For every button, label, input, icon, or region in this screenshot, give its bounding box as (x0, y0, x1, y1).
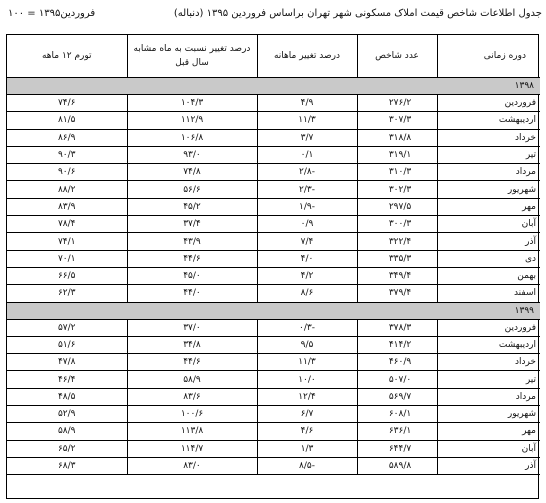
year-row-empty-cell (7, 302, 127, 319)
cell-index: ۳۲۲/۴ (357, 233, 437, 250)
cell-period: آذر (437, 457, 540, 474)
cell-yoy-change: ۴۵/۰ (127, 267, 257, 284)
table-row (7, 440, 540, 457)
cell-index: ۶۰۸/۱ (357, 406, 437, 423)
table-row (7, 95, 540, 112)
cell-period: بهمن (437, 267, 540, 284)
header-period: دوره زمانی (437, 35, 540, 78)
cell-period: اردیبهشت (437, 112, 540, 129)
cell-period: مرداد (437, 164, 540, 181)
year-label: ۱۳۹۹ (437, 302, 540, 319)
cell-twelve-month-inflation: ۸۸/۲ (7, 181, 127, 198)
cell-period: تیر (437, 371, 540, 388)
cell-period: آبان (437, 216, 540, 233)
cell-index: ۳۱۰/۳ (357, 164, 437, 181)
year-row-empty-cell (257, 78, 357, 95)
table-row (7, 319, 540, 336)
cell-index: ۶۳۶/۱ (357, 423, 437, 440)
year-row-empty-cell (357, 78, 437, 95)
base-period-note: فروردین۱۳۹۵ = ۱۰۰ (8, 8, 96, 19)
cell-twelve-month-inflation: ۹۰/۳ (7, 146, 127, 163)
cell-twelve-month-inflation: ۶۶/۵ (7, 267, 127, 284)
cell-yoy-change: ۴۵/۲ (127, 198, 257, 215)
cell-monthly-change: ۴/۶ (257, 423, 357, 440)
cell-monthly-change: ۸/۶ (257, 285, 357, 302)
cell-period: اردیبهشت (437, 336, 540, 353)
cell-yoy-change: ۸۳/۶ (127, 388, 257, 405)
table-row (7, 233, 540, 250)
cell-twelve-month-inflation: ۷۴/۶ (7, 95, 127, 112)
table-row (7, 267, 540, 284)
cell-twelve-month-inflation: ۸۶/۹ (7, 129, 127, 146)
year-row-empty-cell (7, 78, 127, 95)
table-row (7, 181, 540, 198)
document-header (0, 4, 546, 26)
header-twelve-month-inflation: تورم ۱۲ ماهه (7, 35, 127, 78)
cell-monthly-change: ۴/۹ (257, 95, 357, 112)
cell-twelve-month-inflation: ۶۲/۳ (7, 285, 127, 302)
cell-period: اسفند (437, 285, 540, 302)
cell-period: شهریور (437, 181, 540, 198)
price-index-table (7, 35, 540, 475)
table-row (7, 423, 540, 440)
header-index: عدد شاخص (357, 35, 437, 78)
header-yoy-change: درصد تغییر نسبت به ماه مشابه سال قبل (127, 35, 257, 78)
table-row (7, 388, 540, 405)
cell-monthly-change: ۹/۵ (257, 336, 357, 353)
cell-twelve-month-inflation: ۵۷/۲ (7, 319, 127, 336)
cell-period: فروردین (437, 95, 540, 112)
table-row (7, 129, 540, 146)
cell-twelve-month-inflation: ۴۷/۸ (7, 354, 127, 371)
cell-index: ۴۶۰/۹ (357, 354, 437, 371)
cell-yoy-change: ۴۳/۹ (127, 233, 257, 250)
cell-period: دی (437, 250, 540, 267)
cell-monthly-change: ۴/۰ (257, 250, 357, 267)
cell-yoy-change: ۵۸/۹ (127, 371, 257, 388)
cell-monthly-change: ۱۲/۴ (257, 388, 357, 405)
table-row (7, 112, 540, 129)
cell-index: ۲۹۷/۵ (357, 198, 437, 215)
cell-monthly-change: -۰/۳ (257, 319, 357, 336)
cell-twelve-month-inflation: ۴۶/۴ (7, 371, 127, 388)
cell-twelve-month-inflation: ۷۴/۱ (7, 233, 127, 250)
cell-period: مرداد (437, 388, 540, 405)
cell-monthly-change: ۶/۷ (257, 406, 357, 423)
cell-index: ۳۳۵/۳ (357, 250, 437, 267)
cell-period: مهر (437, 423, 540, 440)
cell-period: تیر (437, 146, 540, 163)
header-row (7, 35, 540, 78)
cell-monthly-change: ۰/۹ (257, 216, 357, 233)
cell-twelve-month-inflation: ۴۸/۵ (7, 388, 127, 405)
cell-twelve-month-inflation: ۶۸/۳ (7, 457, 127, 474)
table-row (7, 164, 540, 181)
table-row (7, 250, 540, 267)
cell-twelve-month-inflation: ۵۸/۹ (7, 423, 127, 440)
cell-index: ۳۰۲/۳ (357, 181, 437, 198)
cell-twelve-month-inflation: ۸۱/۵ (7, 112, 127, 129)
cell-twelve-month-inflation: ۵۲/۹ (7, 406, 127, 423)
cell-yoy-change: ۷۴/۸ (127, 164, 257, 181)
table-row (7, 198, 540, 215)
cell-index: ۵۶۹/۷ (357, 388, 437, 405)
cell-yoy-change: ۱۱۳/۸ (127, 423, 257, 440)
cell-monthly-change: ۱۰/۰ (257, 371, 357, 388)
cell-index: ۵۸۹/۸ (357, 457, 437, 474)
year-row (7, 78, 540, 95)
cell-yoy-change: ۱۰۰/۶ (127, 406, 257, 423)
cell-monthly-change: -۸/۵ (257, 457, 357, 474)
cell-monthly-change: -۲/۳ (257, 181, 357, 198)
table-row (7, 285, 540, 302)
cell-yoy-change: ۱۰۶/۸ (127, 129, 257, 146)
table-row (7, 216, 540, 233)
cell-period: فروردین (437, 319, 540, 336)
cell-twelve-month-inflation: ۵۱/۶ (7, 336, 127, 353)
table-row (7, 371, 540, 388)
cell-yoy-change: ۱۱۴/۷ (127, 440, 257, 457)
year-row-empty-cell (357, 302, 437, 319)
cell-monthly-change: ۰/۱ (257, 146, 357, 163)
cell-monthly-change: ۴/۲ (257, 267, 357, 284)
year-label: ۱۳۹۸ (437, 78, 540, 95)
cell-period: شهریور (437, 406, 540, 423)
cell-yoy-change: ۸۳/۰ (127, 457, 257, 474)
cell-twelve-month-inflation: ۸۳/۹ (7, 198, 127, 215)
cell-period: آذر (437, 233, 540, 250)
cell-index: ۳۷۹/۴ (357, 285, 437, 302)
cell-period: خرداد (437, 354, 540, 371)
cell-monthly-change: ۱۱/۳ (257, 112, 357, 129)
cell-monthly-change: -۱/۹ (257, 198, 357, 215)
cell-index: ۳۰۰/۳ (357, 216, 437, 233)
cell-index: ۳۷۸/۳ (357, 319, 437, 336)
cell-twelve-month-inflation: ۷۸/۴ (7, 216, 127, 233)
year-row-empty-cell (127, 78, 257, 95)
cell-yoy-change: ۴۴/۶ (127, 250, 257, 267)
cell-twelve-month-inflation: ۹۰/۶ (7, 164, 127, 181)
cell-monthly-change: ۷/۴ (257, 233, 357, 250)
table-row (7, 457, 540, 474)
year-row (7, 302, 540, 319)
year-row-empty-cell (257, 302, 357, 319)
cell-index: ۲۷۶/۲ (357, 95, 437, 112)
cell-index: ۳۴۹/۴ (357, 267, 437, 284)
cell-index: ۶۴۴/۷ (357, 440, 437, 457)
cell-index: ۳۱۹/۱ (357, 146, 437, 163)
cell-monthly-change: ۳/۷ (257, 129, 357, 146)
cell-index: ۴۱۴/۲ (357, 336, 437, 353)
cell-period: آبان (437, 440, 540, 457)
cell-monthly-change: -۲/۸ (257, 164, 357, 181)
cell-index: ۵۰۷/۰ (357, 371, 437, 388)
table-row (7, 354, 540, 371)
cell-period: خرداد (437, 129, 540, 146)
cell-index: ۳۱۸/۸ (357, 129, 437, 146)
table-row (7, 406, 540, 423)
cell-period: مهر (437, 198, 540, 215)
cell-twelve-month-inflation: ۷۰/۱ (7, 250, 127, 267)
cell-yoy-change: ۳۴/۸ (127, 336, 257, 353)
cell-monthly-change: ۱/۳ (257, 440, 357, 457)
cell-yoy-change: ۳۷/۴ (127, 216, 257, 233)
cell-yoy-change: ۴۴/۶ (127, 354, 257, 371)
year-row-empty-cell (127, 302, 257, 319)
table-row (7, 336, 540, 353)
cell-yoy-change: ۵۶/۶ (127, 181, 257, 198)
cell-yoy-change: ۱۱۲/۹ (127, 112, 257, 129)
index-table-frame (6, 34, 539, 499)
cell-yoy-change: ۴۴/۰ (127, 285, 257, 302)
cell-twelve-month-inflation: ۶۵/۲ (7, 440, 127, 457)
cell-yoy-change: ۹۳/۰ (127, 146, 257, 163)
cell-index: ۳۰۷/۳ (357, 112, 437, 129)
cell-monthly-change: ۱۱/۳ (257, 354, 357, 371)
table-row (7, 146, 540, 163)
header-monthly-change: درصد تغییر ماهانه (257, 35, 357, 78)
cell-yoy-change: ۳۷/۰ (127, 319, 257, 336)
cell-yoy-change: ۱۰۴/۳ (127, 95, 257, 112)
table-title: جدول اطلاعات شاخص قیمت املاک مسکونی شهر تهران براساس فروردین ۱۳۹۵ (دنباله) (173, 8, 542, 19)
